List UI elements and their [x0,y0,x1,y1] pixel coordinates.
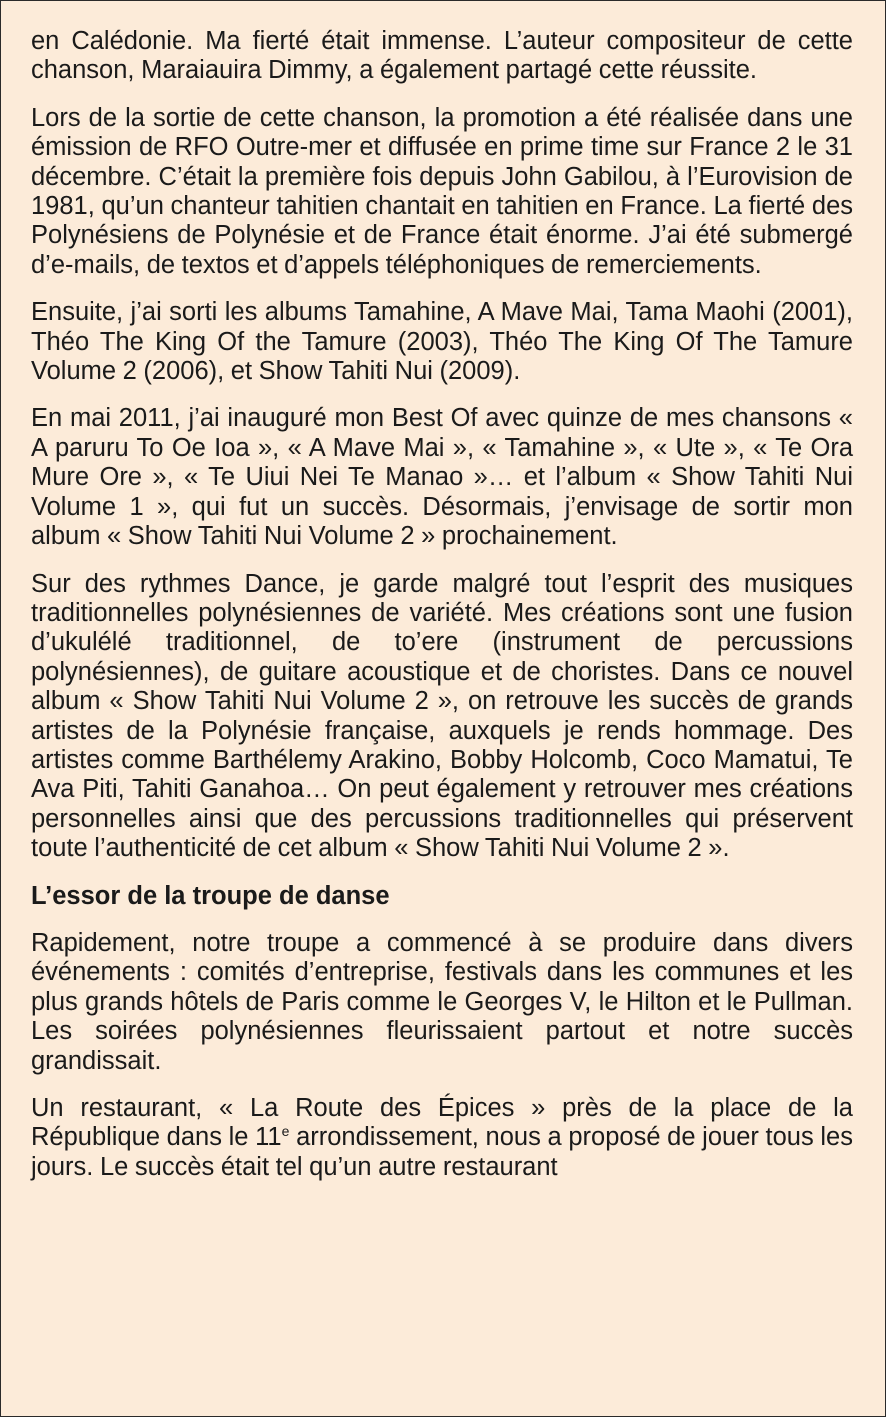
paragraph: En mai 2011, j’ai inauguré mon Best Of avec quinze de mes chansons « A paruru To Oe Ioa », « A Mave Mai », « Tamahine », « Ute », « Te Ora Mure Ore », « Te Uiui Nei Te Manao »… et l’album « Show Tahiti Nui Volume 1 », qui fut un succès. Désormais, j’envisage de sortir mon album « Show Tahiti Nui Volume 2 » prochainement. [31,404,853,551]
paragraph: Ensuite, j’ai sorti les albums Tamahine, A Mave Mai, Tama Maohi (2001), Théo The King Of the Tamure (2003), Théo The King Of The Tamure Volume 2 (2006), et Show Tahiti Nui (2009). [31,298,853,386]
paragraph: Rapidement, notre troupe a commencé à se produire dans divers événements : comités d’entreprise, festivals dans les communes et les plus grands hôtels de Paris comme le Georges V, le Hilton et le Pullman. Les soirées polynésiennes fleurissaient partout et notre succès grandissait. [31,928,853,1075]
paragraph-text: Un restaurant, « La Route des Épices » près de la place de la République dans le 11 [31,1094,853,1152]
paragraph: Sur des rythmes Dance, je garde malgré tout l’esprit des musiques traditionnelles polynésiennes de variété. Mes créations sont une fusion d’ukulélé traditionnel, de to’ere (instrument de percussions polynésiennes), de guitare acoustique et de choristes. Dans ce nouvel album « Show Tahiti Nui Volume 2 », on retrouve les succès de grands artistes de la Polynésie française, auxquels je rends hommage. Des artistes comme Barthélemy Arakino, Bobby Holcomb, Coco Mamatui, Te Ava Piti, Tahiti Ganahoa… On peut également y retrouver mes créations personnelles ainsi que des percussions traditionnelles qui préservent toute l’authenticité de cet album « Show Tahiti Nui Volume 2 ». [31,569,853,863]
section-heading: L’essor de la troupe de danse [31,881,390,910]
superscript: e [281,1123,290,1140]
paragraph: en Calédonie. Ma fierté était immense. L’auteur compositeur de cette chanson, Maraiauira Dimmy, a également partagé cette réussite. [31,27,853,85]
paragraph-last [31,1094,853,1182]
paragraph-text: arrondissement, nous a proposé de jouer tous les jours. Le succès était tel qu’un autre restaurant [31,1123,853,1181]
paragraph: Lors de la sortie de cette chanson, la promotion a été réalisée dans une émission de RFO Outre-mer et diffusée en prime time sur France 2 le 31 décembre. C’était la première fois depuis John Gabilou, à l’Eurovision de 1981, qu’un chanteur tahitien chantait en tahitien en France. La fierté des Polynésiens de Polynésie et de France était énorme. J’ai été submergé d’e-mails, de textos et d’appels téléphoniques de remerciements. [31,103,853,279]
